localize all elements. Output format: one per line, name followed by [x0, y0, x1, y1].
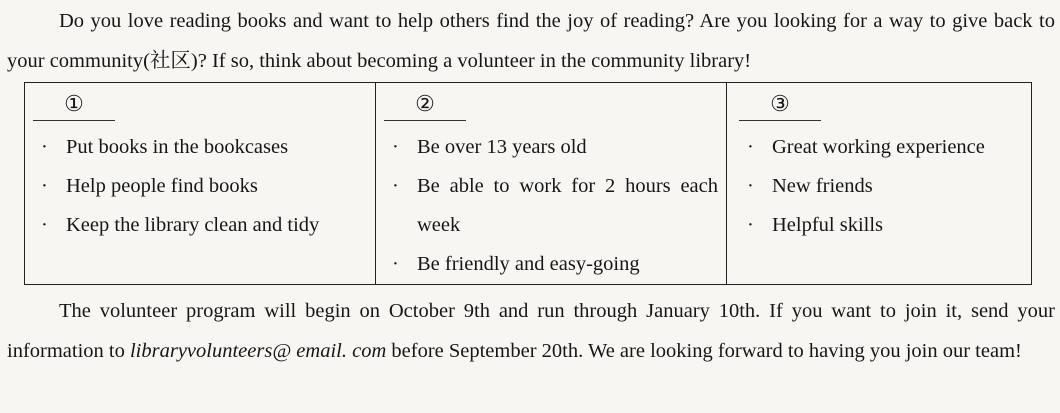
- intro-paragraph: Do you love reading books and want to help others find the joy of reading? Are you looking for a way to give back to your community(社区)? If so, think about becoming a volunteer in the community library!: [7, 10, 1055, 72]
- bullet-icon: ·: [392, 136, 399, 158]
- info-table: [24, 82, 1032, 285]
- list-item: · Put books in the bookcases: [39, 128, 367, 167]
- list-item: · Be able to work for 2 hours each week: [390, 167, 718, 245]
- bullet-icon: ·: [747, 136, 754, 158]
- bullet-icon: ·: [41, 136, 48, 158]
- list-item: · Be friendly and easy-going: [390, 245, 718, 284]
- list-item: · Be over 13 years old: [390, 128, 718, 167]
- list-item: · Great working experience: [745, 128, 1023, 167]
- column-heading-2: ②: [415, 91, 435, 116]
- table-column-duties: [25, 83, 376, 284]
- column-item-list: [390, 128, 718, 284]
- list-item: · Help people find books: [39, 167, 367, 206]
- list-item: · Keep the library clean and tidy: [39, 206, 367, 245]
- table-column-requirements: [376, 83, 727, 284]
- column-item-list: [745, 128, 1023, 245]
- heading-underline: [384, 120, 466, 121]
- bullet-icon: ·: [747, 214, 754, 236]
- list-item: · New friends: [745, 167, 1023, 206]
- list-item: · Helpful skills: [745, 206, 1023, 245]
- bullet-icon: ·: [747, 175, 754, 197]
- bullet-icon: ·: [392, 253, 399, 275]
- bullet-icon: ·: [392, 175, 399, 197]
- email-address: libraryvolunteers@ email. com: [129, 340, 387, 362]
- bullet-icon: ·: [41, 175, 48, 197]
- column-item-list: [39, 128, 367, 245]
- bullet-icon: ·: [41, 214, 48, 236]
- heading-underline: [33, 120, 115, 121]
- column-heading-3: ③: [770, 91, 790, 116]
- closing-paragraph: The volunteer program will begin on October 9th and run through January 10th. If you want to join it, send your information to libraryvolunteers@ email. com before September 20th. We are looking forward to having you join our team!: [7, 300, 1055, 362]
- column-heading-1: ①: [64, 91, 84, 116]
- heading-underline: [739, 120, 821, 121]
- table-column-benefits: [727, 83, 1031, 284]
